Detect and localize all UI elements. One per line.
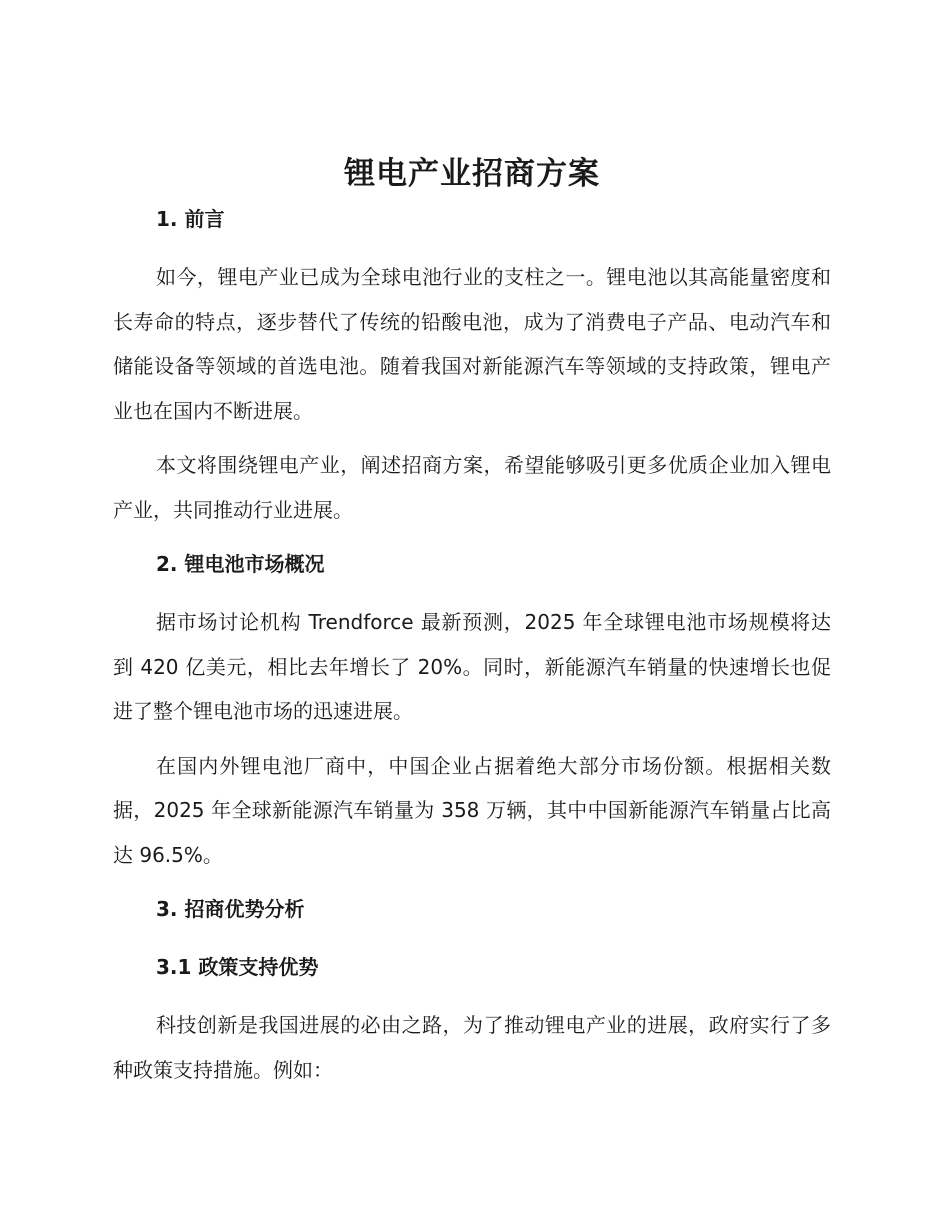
subsection-heading-policy-support: 3.1 政策支持优势 (156, 955, 319, 979)
paragraph-preface-1: 如今，锂电产业已成为全球电池行业的支柱之一。锂电池以其高能量密度和长寿命的特点，逐步替代了传统的铅酸电池，成为了消费电子产品、电动汽车和储能设备等领域的首选电池。随着我国对新能源汽车等领域的支持政策，锂电产业也在国内不断进展。 (113, 265, 831, 423)
section-heading-advantages: 3. 招商优势分析 (156, 897, 305, 921)
paragraph-preface-2: 本文将围绕锂电产业，阐述招商方案，希望能够吸引更多优质企业加入锂电产业，共同推动行业进展。 (113, 453, 831, 522)
paragraph-market-2: 在国内外锂电池厂商中，中国企业占据着绝大部分市场份额。根据相关数据，2025 年全球新能源汽车销量为 358 万辆，其中中国新能源汽车销量占比高达 96.5%。 (113, 753, 831, 867)
section-heading-market-overview: 2. 锂电池市场概况 (156, 552, 325, 576)
section-heading-preface: 1. 前言 (156, 207, 225, 231)
paragraph-market-1: 据市场讨论机构 Trendforce 最新预测，2025 年全球锂电池市场规模将达到 420 亿美元，相比去年增长了 20%。同时，新能源汽车销量的快速增长也促进了整个锂电池市场的迅速进展。 (113, 610, 831, 723)
document-page (113, 145, 831, 1092)
paragraph-policy-1: 科技创新是我国进展的必由之路，为了推动锂电产业的进展，政府实行了多种政策支持措施。例如： (113, 1013, 831, 1082)
document-title: 锂电产业招商方案 (344, 156, 600, 192)
